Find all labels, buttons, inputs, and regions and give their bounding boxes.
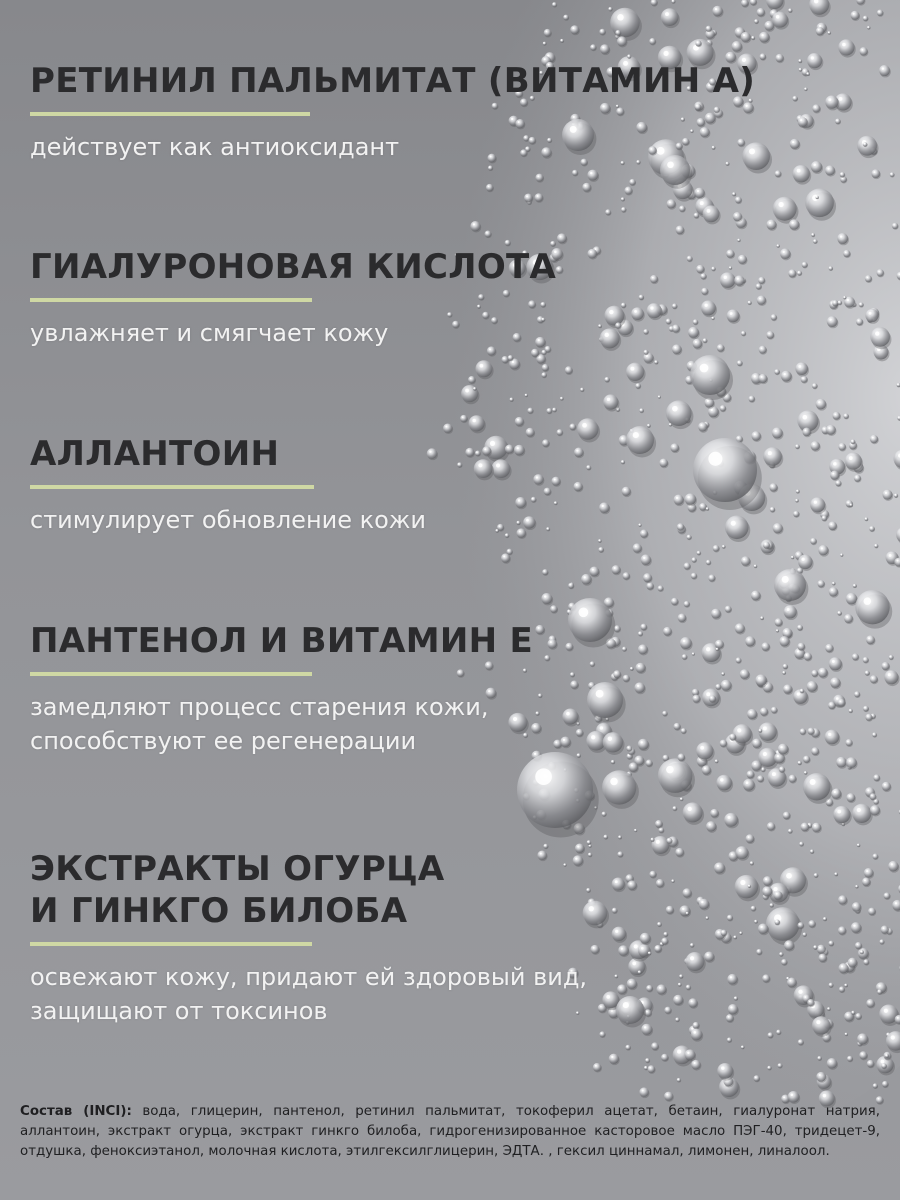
composition-label: Состав (INCI): [20,1104,132,1119]
section-description-line: способствуют ее регенерации [30,727,417,755]
section-description: стимулирует обновление кожи [30,506,427,534]
section-description-line: защищают от токсинов [30,997,328,1025]
section-title: ПАНТЕНОЛ И ВИТАМИН Е [30,621,534,661]
composition-text: вода, глицерин, пантенол, ретинил пальмитат, токоферил ацетат, бетаин, гиалуронат натрия, аллантоин, экстракт огурца, экстракт гинкго билоба, гидрогенизированное касторовое масло ПЭГ-40, тридецет-9, отдушка, феноксиэтанол, молочная кислота, этилгексилглицерин, ЭДТА. , гексил циннамал, лимонен, линалоол. [20,1104,880,1159]
title-underline [30,942,312,946]
section-description: увлажняет и смягчает кожу [30,319,389,347]
section-description-line: замедляют процесс старения кожи, [30,693,489,721]
section-extracts [30,848,587,1028]
title-underline [30,112,310,116]
title-underline [30,298,312,302]
title-underline [30,672,312,676]
section-description: действует как антиоксидант [30,133,400,161]
section-panthenol [30,620,533,758]
section-title: АЛЛАНТОИН [30,434,280,474]
section-title: РЕТИНИЛ ПАЛЬМИТАТ (ВИТАМИН А) [30,61,756,101]
section-allantoin [30,433,426,537]
section-title-line: ЭКСТРАКТЫ ОГУРЦА [30,849,445,889]
section-retinyl [30,60,755,164]
composition-inci [20,1102,880,1162]
title-underline [30,485,314,489]
section-hyaluronic [30,246,556,350]
section-title: ГИАЛУРОНОВАЯ КИСЛОТА [30,247,557,287]
section-title-line: И ГИНКГО БИЛОБА [30,891,408,931]
section-description-line: освежают кожу, придают ей здоровый вид, [30,963,588,991]
